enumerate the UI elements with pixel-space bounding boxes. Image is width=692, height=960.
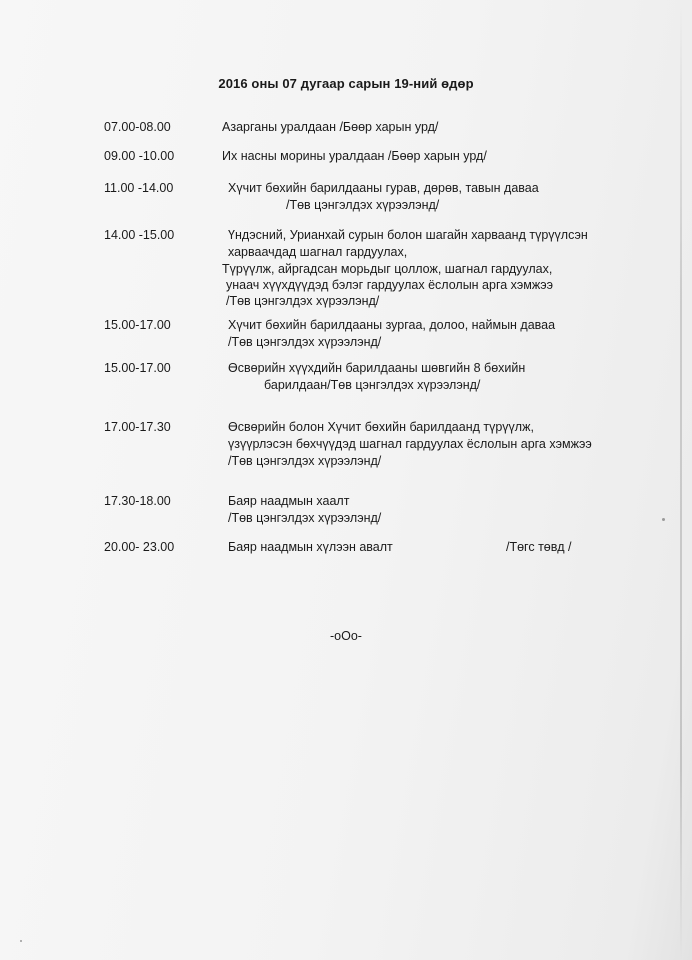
page-edge-shadow	[680, 0, 682, 960]
schedule-event-location: /Төв цэнгэлдэх хүрээлэнд/	[286, 198, 440, 212]
schedule-event-line: Өсвөрийн болон Хүчит бөхийн барилдаанд түрүүлж,	[228, 420, 534, 434]
document-footer: -oOo-	[330, 629, 362, 643]
schedule-event-line: Баяр наадмын хаалт	[228, 494, 350, 508]
schedule-event-line: Үндэсний, Урианхай сурын болон шагайн харваанд түрүүлсэн	[228, 228, 588, 242]
schedule-time: 15.00-17.00	[104, 361, 171, 375]
schedule-time: 14.00 -15.00	[104, 228, 175, 242]
document-title: 2016 оны 07 дугаар сарын 19-ний өдөр	[218, 76, 474, 91]
schedule-event-line: унаач хүүхдүүдэд бэлэг гардуулах ёслолын арга хэмжээ	[226, 278, 554, 292]
schedule-time: 11.00 -14.00	[104, 181, 174, 195]
schedule-event-line: барилдаан/Төв цэнгэлдэх хүрээлэнд/	[264, 378, 481, 392]
schedule-event-line: харваачдад шагнал гардуулах,	[228, 245, 408, 259]
schedule-time: 09.00 -10.00	[104, 149, 175, 163]
schedule-time: 17.00-17.30	[104, 420, 171, 434]
schedule-time: 17.30-18.00	[104, 494, 171, 508]
paper-speck	[20, 940, 22, 942]
schedule-event-line: Хүчит бөхийн барилдааны гурав, дөрөв, тавын даваа	[228, 181, 539, 195]
schedule-event-line: Өсвөрийн хүүхдийн барилдааны шөвгийн 8 бөхийн	[228, 361, 526, 375]
schedule-event-line: Түрүүлж, айргадсан морьдыг цоллож, шагнал гардуулах,	[222, 262, 553, 276]
schedule-event-line: Азарганы уралдаан /Бөөр харын урд/	[222, 120, 439, 134]
schedule-event-location: /Төв цэнгэлдэх хүрээлэнд/	[226, 294, 380, 308]
schedule-event-line: Их насны морины уралдаан /Бөөр харын урд/	[222, 149, 487, 163]
schedule-event-line: Баяр наадмын хүлээн авалт	[228, 540, 393, 554]
schedule-time: 20.00- 23.00	[104, 540, 175, 554]
schedule-event-line: Хүчит бөхийн барилдааны зургаа, долоо, наймын даваа	[228, 318, 556, 332]
schedule-event-location: /Төв цэнгэлдэх хүрээлэнд/	[228, 511, 382, 525]
schedule-time: 15.00-17.00	[104, 318, 171, 332]
schedule-time: 07.00-08.00	[104, 120, 171, 134]
schedule-event-location: /Төв цэнгэлдэх хүрээлэнд/	[228, 335, 382, 349]
schedule-event-location: /Төгс төвд /	[506, 540, 572, 554]
schedule-event-line: үзүүрлэсэн бөхчүүдэд шагнал гардуулах ёслолын арга хэмжээ	[228, 437, 592, 451]
paper-speck	[662, 518, 665, 521]
schedule-event-location: /Төв цэнгэлдэх хүрээлэнд/	[228, 454, 382, 468]
